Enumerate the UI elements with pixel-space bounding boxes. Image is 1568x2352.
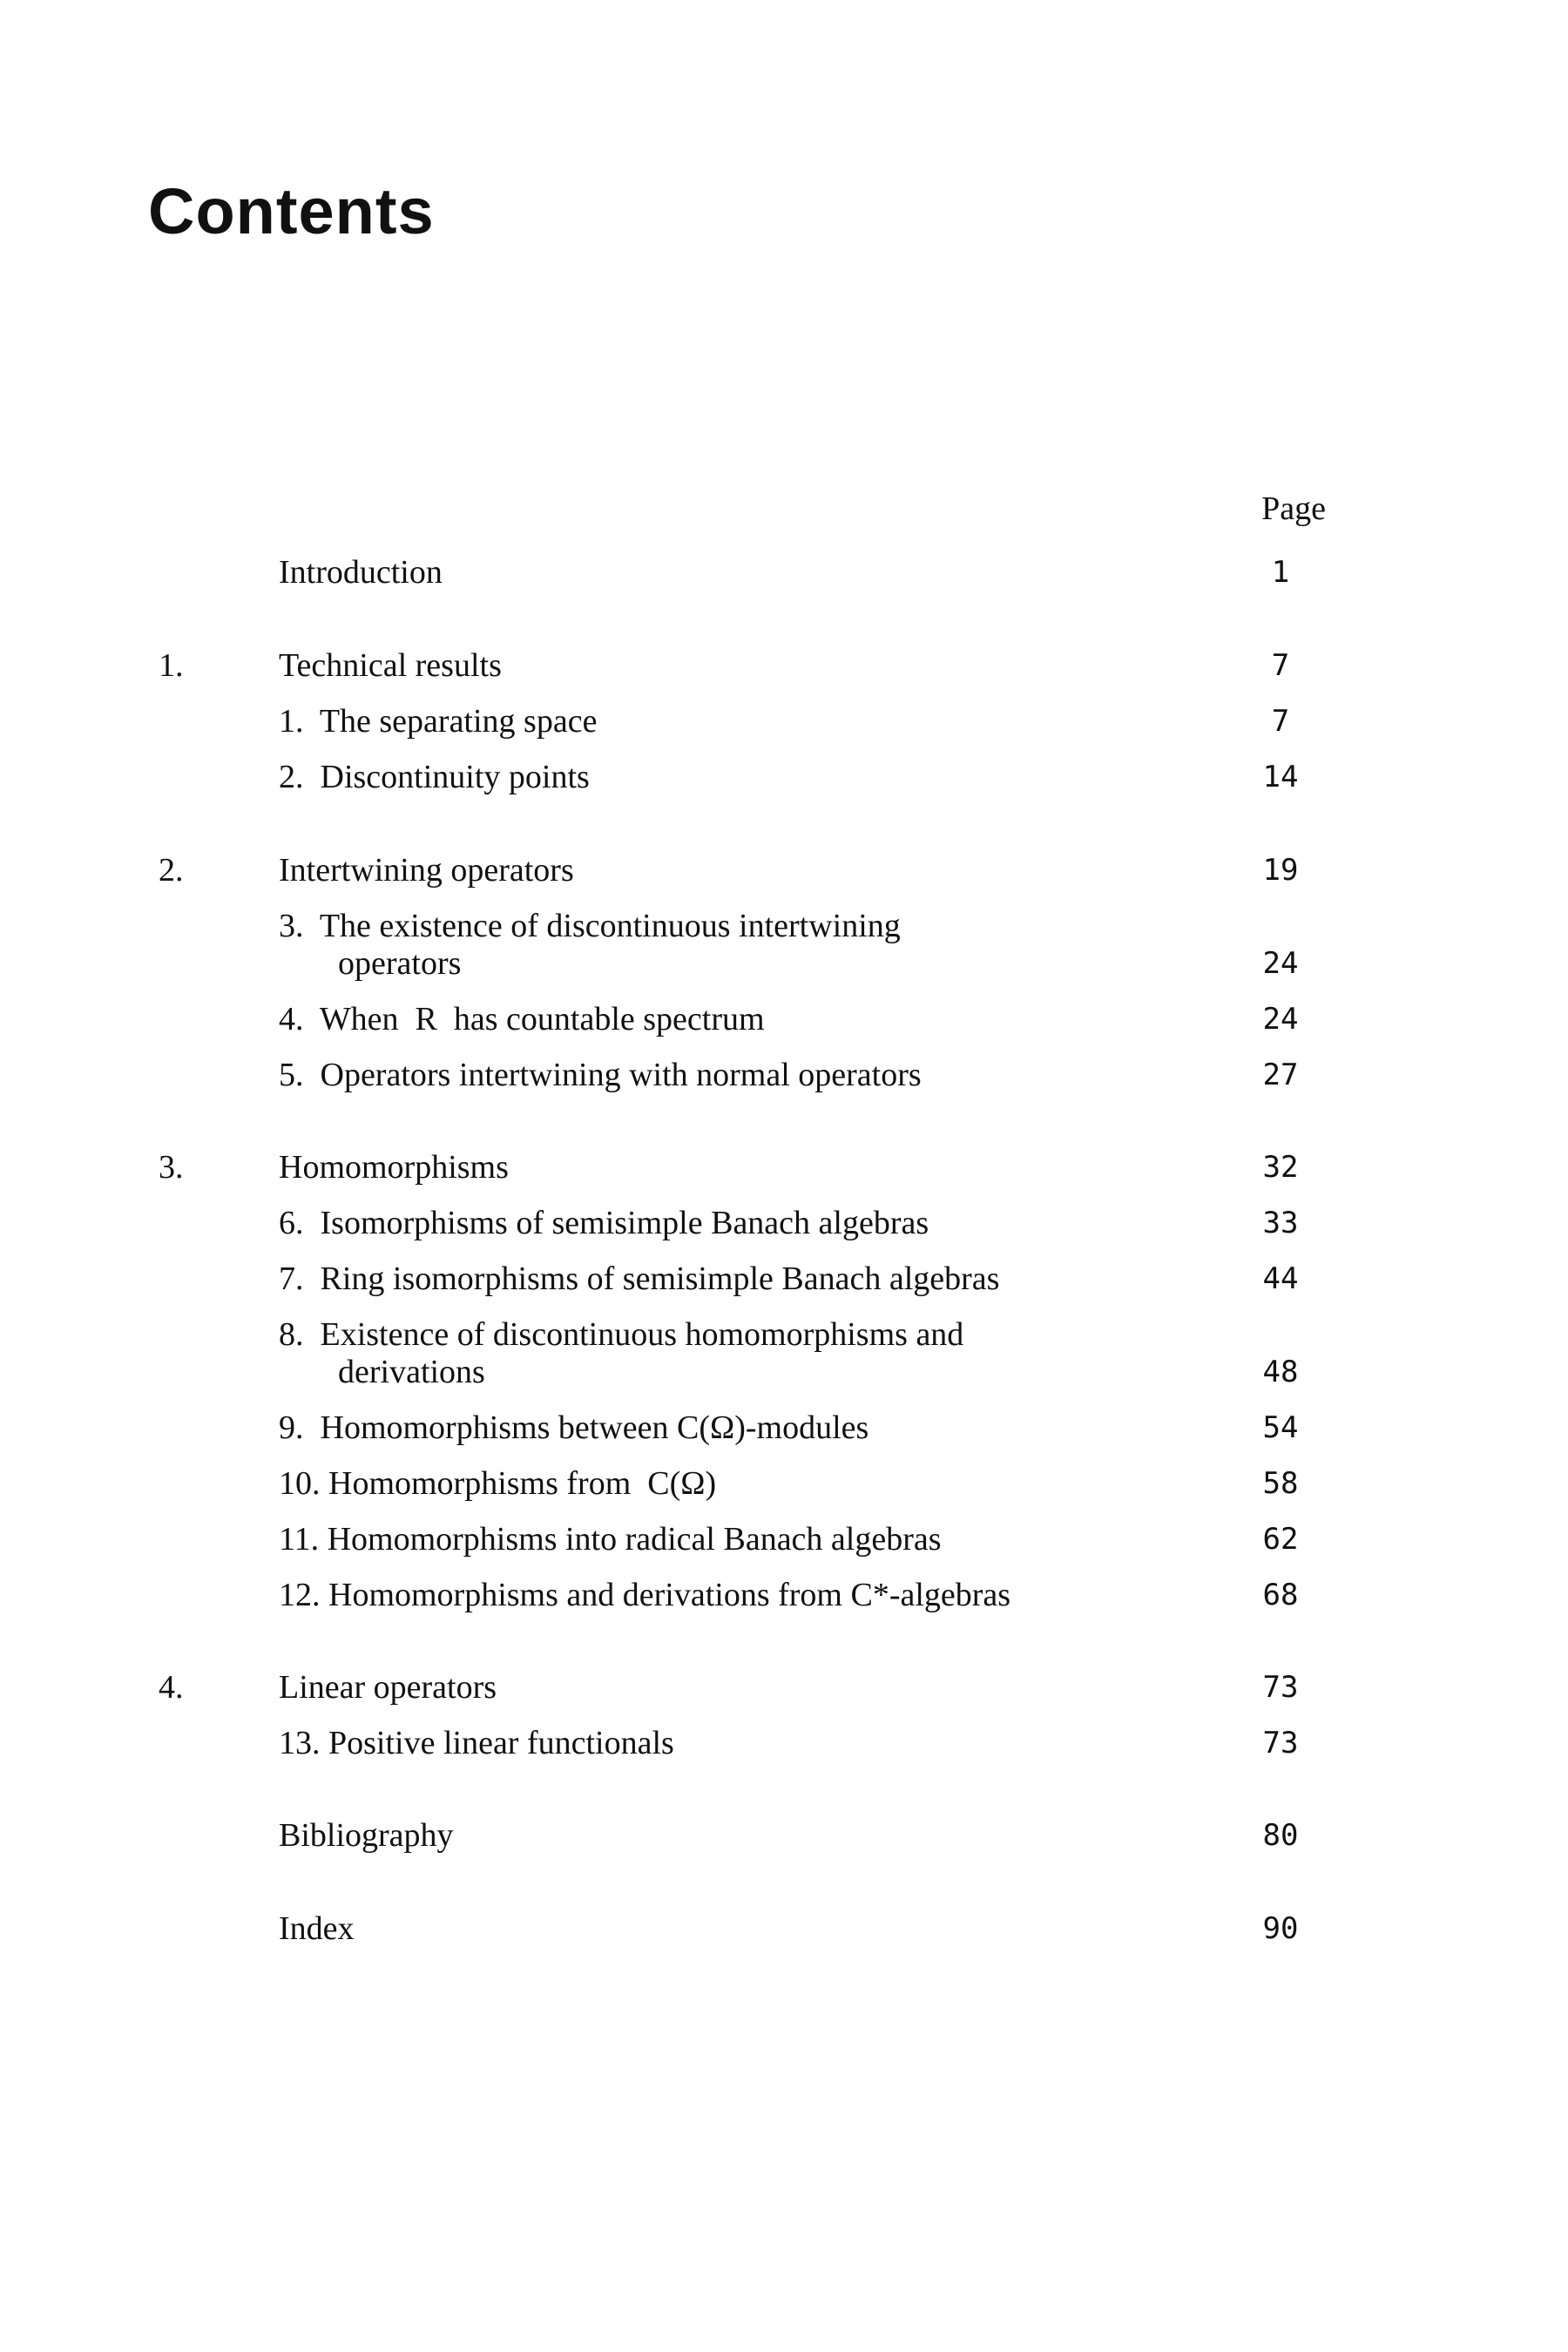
entry-page: 27: [1262, 1058, 1299, 1092]
toc-section-10: [0, 1464, 1568, 1517]
entry-page: 73: [1262, 1726, 1299, 1761]
chapter-title: Technical results: [279, 647, 502, 684]
entry-page: 48: [1262, 1355, 1299, 1389]
toc-chapter-4: [0, 1668, 1568, 1720]
section-title: 7. Ring isomorphisms of semisimple Banach algebras: [279, 1260, 1000, 1297]
toc-section-2: [0, 758, 1568, 810]
toc-section-5: [0, 1056, 1568, 1108]
toc-section-11: [0, 1520, 1568, 1572]
toc-section-8: [0, 1315, 1568, 1411]
section-title: 2. Discontinuity points: [279, 759, 590, 795]
page-title: Contents: [148, 175, 435, 247]
chapter-number: 2.: [159, 852, 184, 889]
toc-section-4: [0, 1000, 1568, 1052]
entry-label: Bibliography: [279, 1817, 454, 1854]
section-title: 8. Existence of discontinuous homomorphisms and: [279, 1316, 964, 1353]
section-title: 1. The separating space: [279, 703, 598, 740]
section-title-continuation: derivations: [338, 1354, 485, 1390]
entry-page: 44: [1262, 1261, 1299, 1296]
entry-page: 90: [1262, 1911, 1299, 1946]
toc-section-7: [0, 1260, 1568, 1312]
chapter-title: Intertwining operators: [279, 852, 574, 889]
entry-label: Introduction: [279, 554, 443, 591]
toc-chapter-3: [0, 1148, 1568, 1200]
section-title: 12. Homomorphisms and derivations from C*-algebras: [279, 1577, 1011, 1613]
section-title: 4. When R has countable spectrum: [279, 1001, 765, 1037]
section-title: 11. Homomorphisms into radical Banach algebras: [279, 1521, 942, 1558]
section-title: 10. Homomorphisms from C(Ω): [279, 1465, 717, 1502]
section-title: 6. Isomorphisms of semisimple Banach algebras: [279, 1205, 929, 1241]
toc-section-9: [0, 1409, 1568, 1461]
chapter-number: 3.: [159, 1149, 184, 1186]
entry-page: 68: [1262, 1578, 1299, 1612]
entry-page: 54: [1262, 1410, 1299, 1445]
toc-entry-bibliography: [0, 1816, 1568, 1869]
section-title: 5. Operators intertwining with normal operators: [279, 1057, 922, 1093]
toc-chapter-1: [0, 646, 1568, 699]
entry-page: 24: [1262, 946, 1299, 981]
entry-page: 32: [1262, 1150, 1299, 1185]
chapter-number: 4.: [159, 1669, 184, 1706]
entry-page: 58: [1262, 1466, 1299, 1501]
entry-page: 19: [1262, 853, 1299, 888]
toc-entry-index: [0, 1909, 1568, 1962]
entry-page: 7: [1271, 648, 1290, 683]
entry-page: 14: [1262, 760, 1299, 794]
toc-section-3: [0, 907, 1568, 1003]
section-title-continuation: operators: [338, 945, 462, 982]
entry-page: 7: [1271, 704, 1290, 739]
toc-chapter-2: [0, 851, 1568, 903]
chapter-title: Linear operators: [279, 1669, 497, 1706]
page-column-header: Page: [1261, 490, 1326, 527]
section-title: 13. Positive linear functionals: [279, 1725, 674, 1761]
entry-page: 33: [1262, 1206, 1299, 1240]
toc-section-13: [0, 1724, 1568, 1776]
section-title: 9. Homomorphisms between C(Ω)-modules: [279, 1409, 869, 1446]
toc-section-1: [0, 702, 1568, 754]
entry-page: 62: [1262, 1522, 1299, 1557]
entry-page: 24: [1262, 1002, 1299, 1037]
entry-page: 73: [1262, 1670, 1299, 1705]
toc-entry-introduction: [0, 553, 1568, 605]
chapter-title: Homomorphisms: [279, 1149, 509, 1186]
section-title: 3. The existence of discontinuous intertwining: [279, 908, 901, 944]
toc-section-12: [0, 1576, 1568, 1628]
entry-label: Index: [279, 1910, 355, 1947]
toc-section-6: [0, 1204, 1568, 1256]
entry-page: 80: [1262, 1818, 1299, 1853]
chapter-number: 1.: [159, 647, 184, 684]
entry-page: 1: [1271, 555, 1290, 590]
